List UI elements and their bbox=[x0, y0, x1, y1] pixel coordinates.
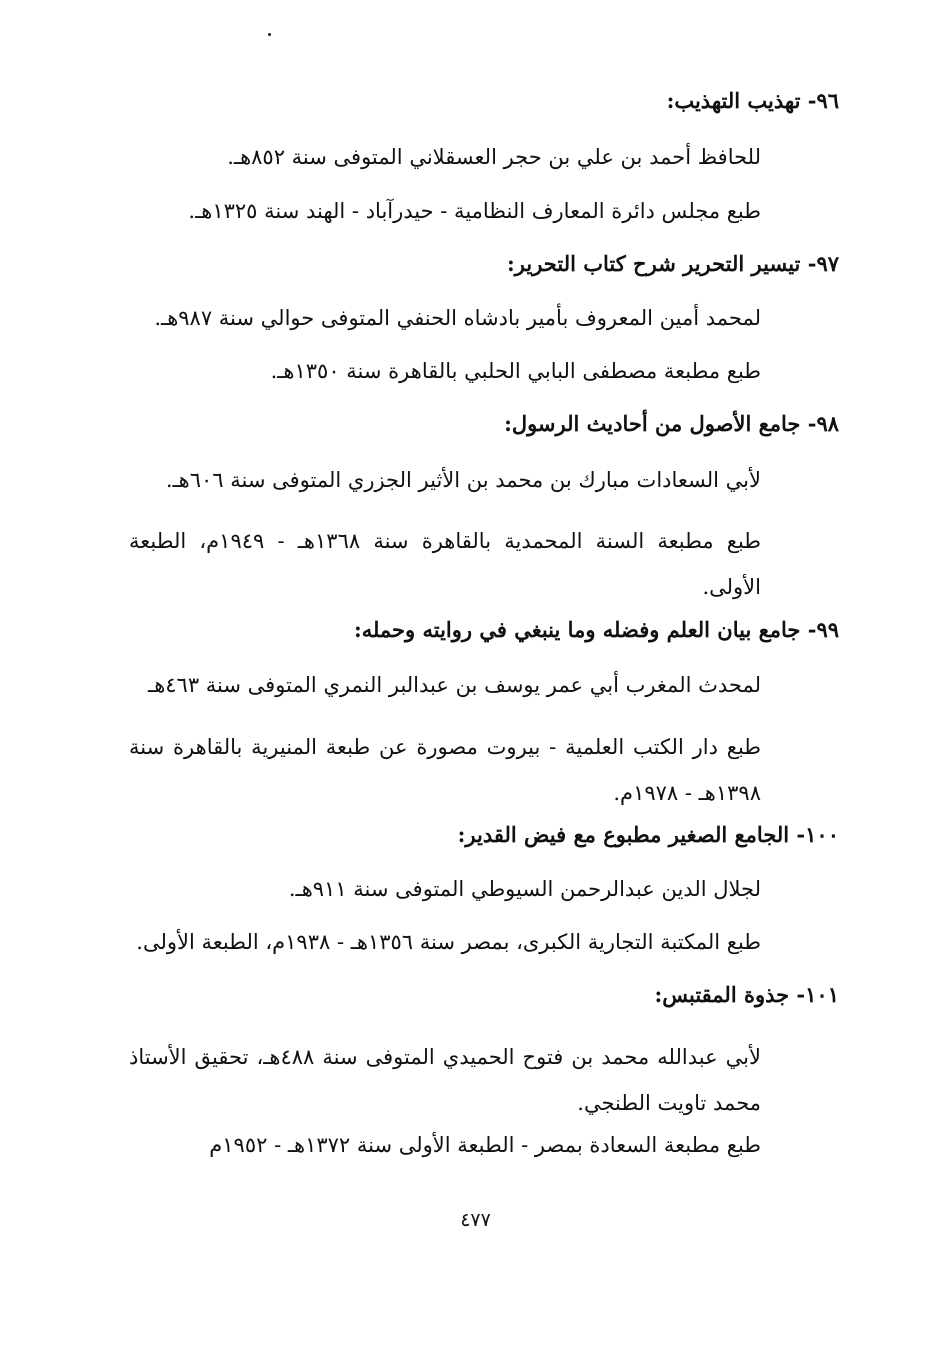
entry-edition: طبع دار الكتب العلمية - بيروت مصورة عن طبعة المنيرية بالقاهرة سنة ١٣٩٨هـ - ١٩٧٨م. bbox=[129, 735, 761, 805]
page-number: ٤٧٧ bbox=[460, 1209, 491, 1231]
entry-heading: ١٠٠- الجامع الصغير مطبوع مع فيض القدير: bbox=[457, 822, 839, 847]
entry-edition: طبع مطبعة مصطفى البابي الحلبي بالقاهرة سنة ١٣٥٠هـ. bbox=[270, 359, 761, 383]
speck-mark bbox=[268, 33, 271, 36]
entry-edition: طبع المكتبة التجارية الكبرى، بمصر سنة ١٣٥٦هـ - ١٩٣٨م، الطبعة الأولى. bbox=[136, 930, 761, 954]
entry-heading: ٩٨- جامع الأصول من أحاديث الرسول: bbox=[504, 411, 839, 436]
entry-heading: ١٠١- جذوة المقتبس: bbox=[654, 982, 839, 1007]
entry-author: لجلال الدين عبدالرحمن السيوطي المتوفى سنة ٩١١هـ. bbox=[288, 877, 761, 901]
entry-heading: ٩٧- تيسير التحرير شرح كتاب التحرير: bbox=[507, 251, 839, 276]
entry-author: للحافظ أحمد بن علي بن حجر العسقلاني المتوفى سنة ٨٥٢هـ. bbox=[227, 145, 761, 169]
entry-author: لأبي السعادات مبارك بن محمد بن الأثير الجزري المتوفى سنة ٦٠٦هـ. bbox=[165, 468, 761, 492]
entry-author: لمحدث المغرب أبي عمر يوسف بن عبدالبر النمري المتوفى سنة ٤٦٣هـ bbox=[148, 673, 761, 697]
entry-heading: ٩٦- تهذيب التهذيب: bbox=[666, 88, 839, 113]
entry-edition: طبع مجلس دائرة المعارف النظامية - حيدرآباد - الهند سنة ١٣٢٥هـ. bbox=[188, 199, 761, 223]
entry-author: لأبي عبدالله محمد بن فتوح الحميدي المتوفى سنة ٤٨٨هـ، تحقيق الأستاذ محمد تاويت الطنجي. bbox=[129, 1045, 761, 1115]
entry-edition: طبع مطبعة السعادة بمصر - الطبعة الأولى سنة ١٣٧٢هـ - ١٩٥٢م bbox=[209, 1133, 761, 1157]
entry-heading: ٩٩- جامع بيان العلم وفضله وما ينبغي في روايته وحمله: bbox=[353, 617, 839, 642]
entry-edition: طبع مطبعة السنة المحمدية بالقاهرة سنة ١٣٦٨هـ - ١٩٤٩م، الطبعة الأولى. bbox=[129, 529, 761, 599]
entry-author: لمحمد أمين المعروف بأمير بادشاه الحنفي المتوفى حوالي سنة ٩٨٧هـ. bbox=[154, 306, 761, 330]
